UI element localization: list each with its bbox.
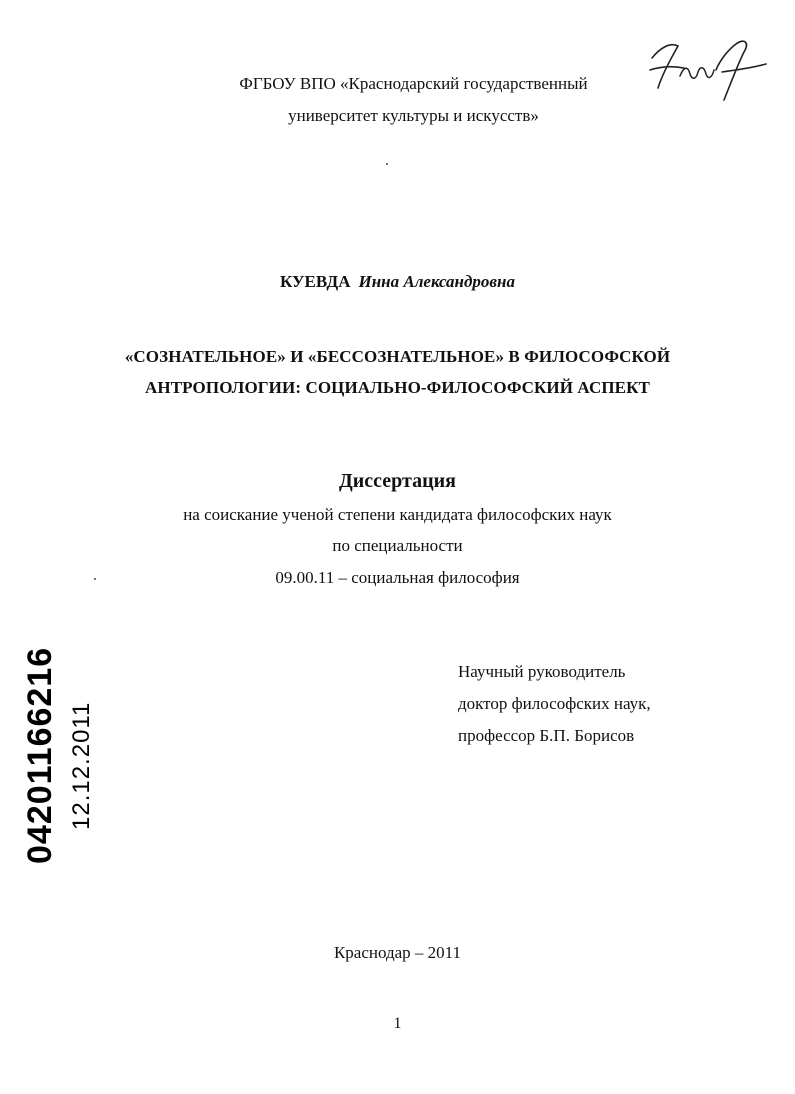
degree-purpose: на соискание ученой степени кандидата философских наук xyxy=(183,505,612,524)
institution-line-1: ФГБОУ ВПО «Краснодарский государственный xyxy=(239,74,588,93)
supervisor-degree: доктор философских наук, xyxy=(458,694,651,713)
page-number: 1 xyxy=(393,1015,402,1032)
signature xyxy=(640,20,770,120)
scan-speck xyxy=(386,163,388,165)
city-year: Краснодар – 2011 xyxy=(333,943,462,962)
supervisor-role: Научный руководитель xyxy=(458,662,626,681)
title-line-2: АНТРОПОЛОГИИ: СОЦИАЛЬНО-ФИЛОСОФСКИЙ АСПЕКТ xyxy=(145,378,650,397)
specialty-intro: по специальности xyxy=(332,536,463,555)
supervisor-name: профессор Б.П. Борисов xyxy=(458,726,635,745)
document-type: Диссертация xyxy=(339,470,456,492)
institution-line-2: университет культуры и искусств» xyxy=(288,106,539,125)
title-line-1: «СОЗНАТЕЛЬНОЕ» И «БЕССОЗНАТЕЛЬНОЕ» В ФИЛОСОФСКОЙ xyxy=(124,347,671,366)
specialty: 09.00.11 – социальная философия xyxy=(275,568,520,587)
registration-number: 04201166216 xyxy=(21,646,59,864)
author-name xyxy=(0,272,795,292)
author-given-names: Инна Александровна xyxy=(358,272,515,291)
author-surname: КУЕВДА xyxy=(280,272,351,291)
registration-date: 12.12.2011 xyxy=(68,701,95,830)
